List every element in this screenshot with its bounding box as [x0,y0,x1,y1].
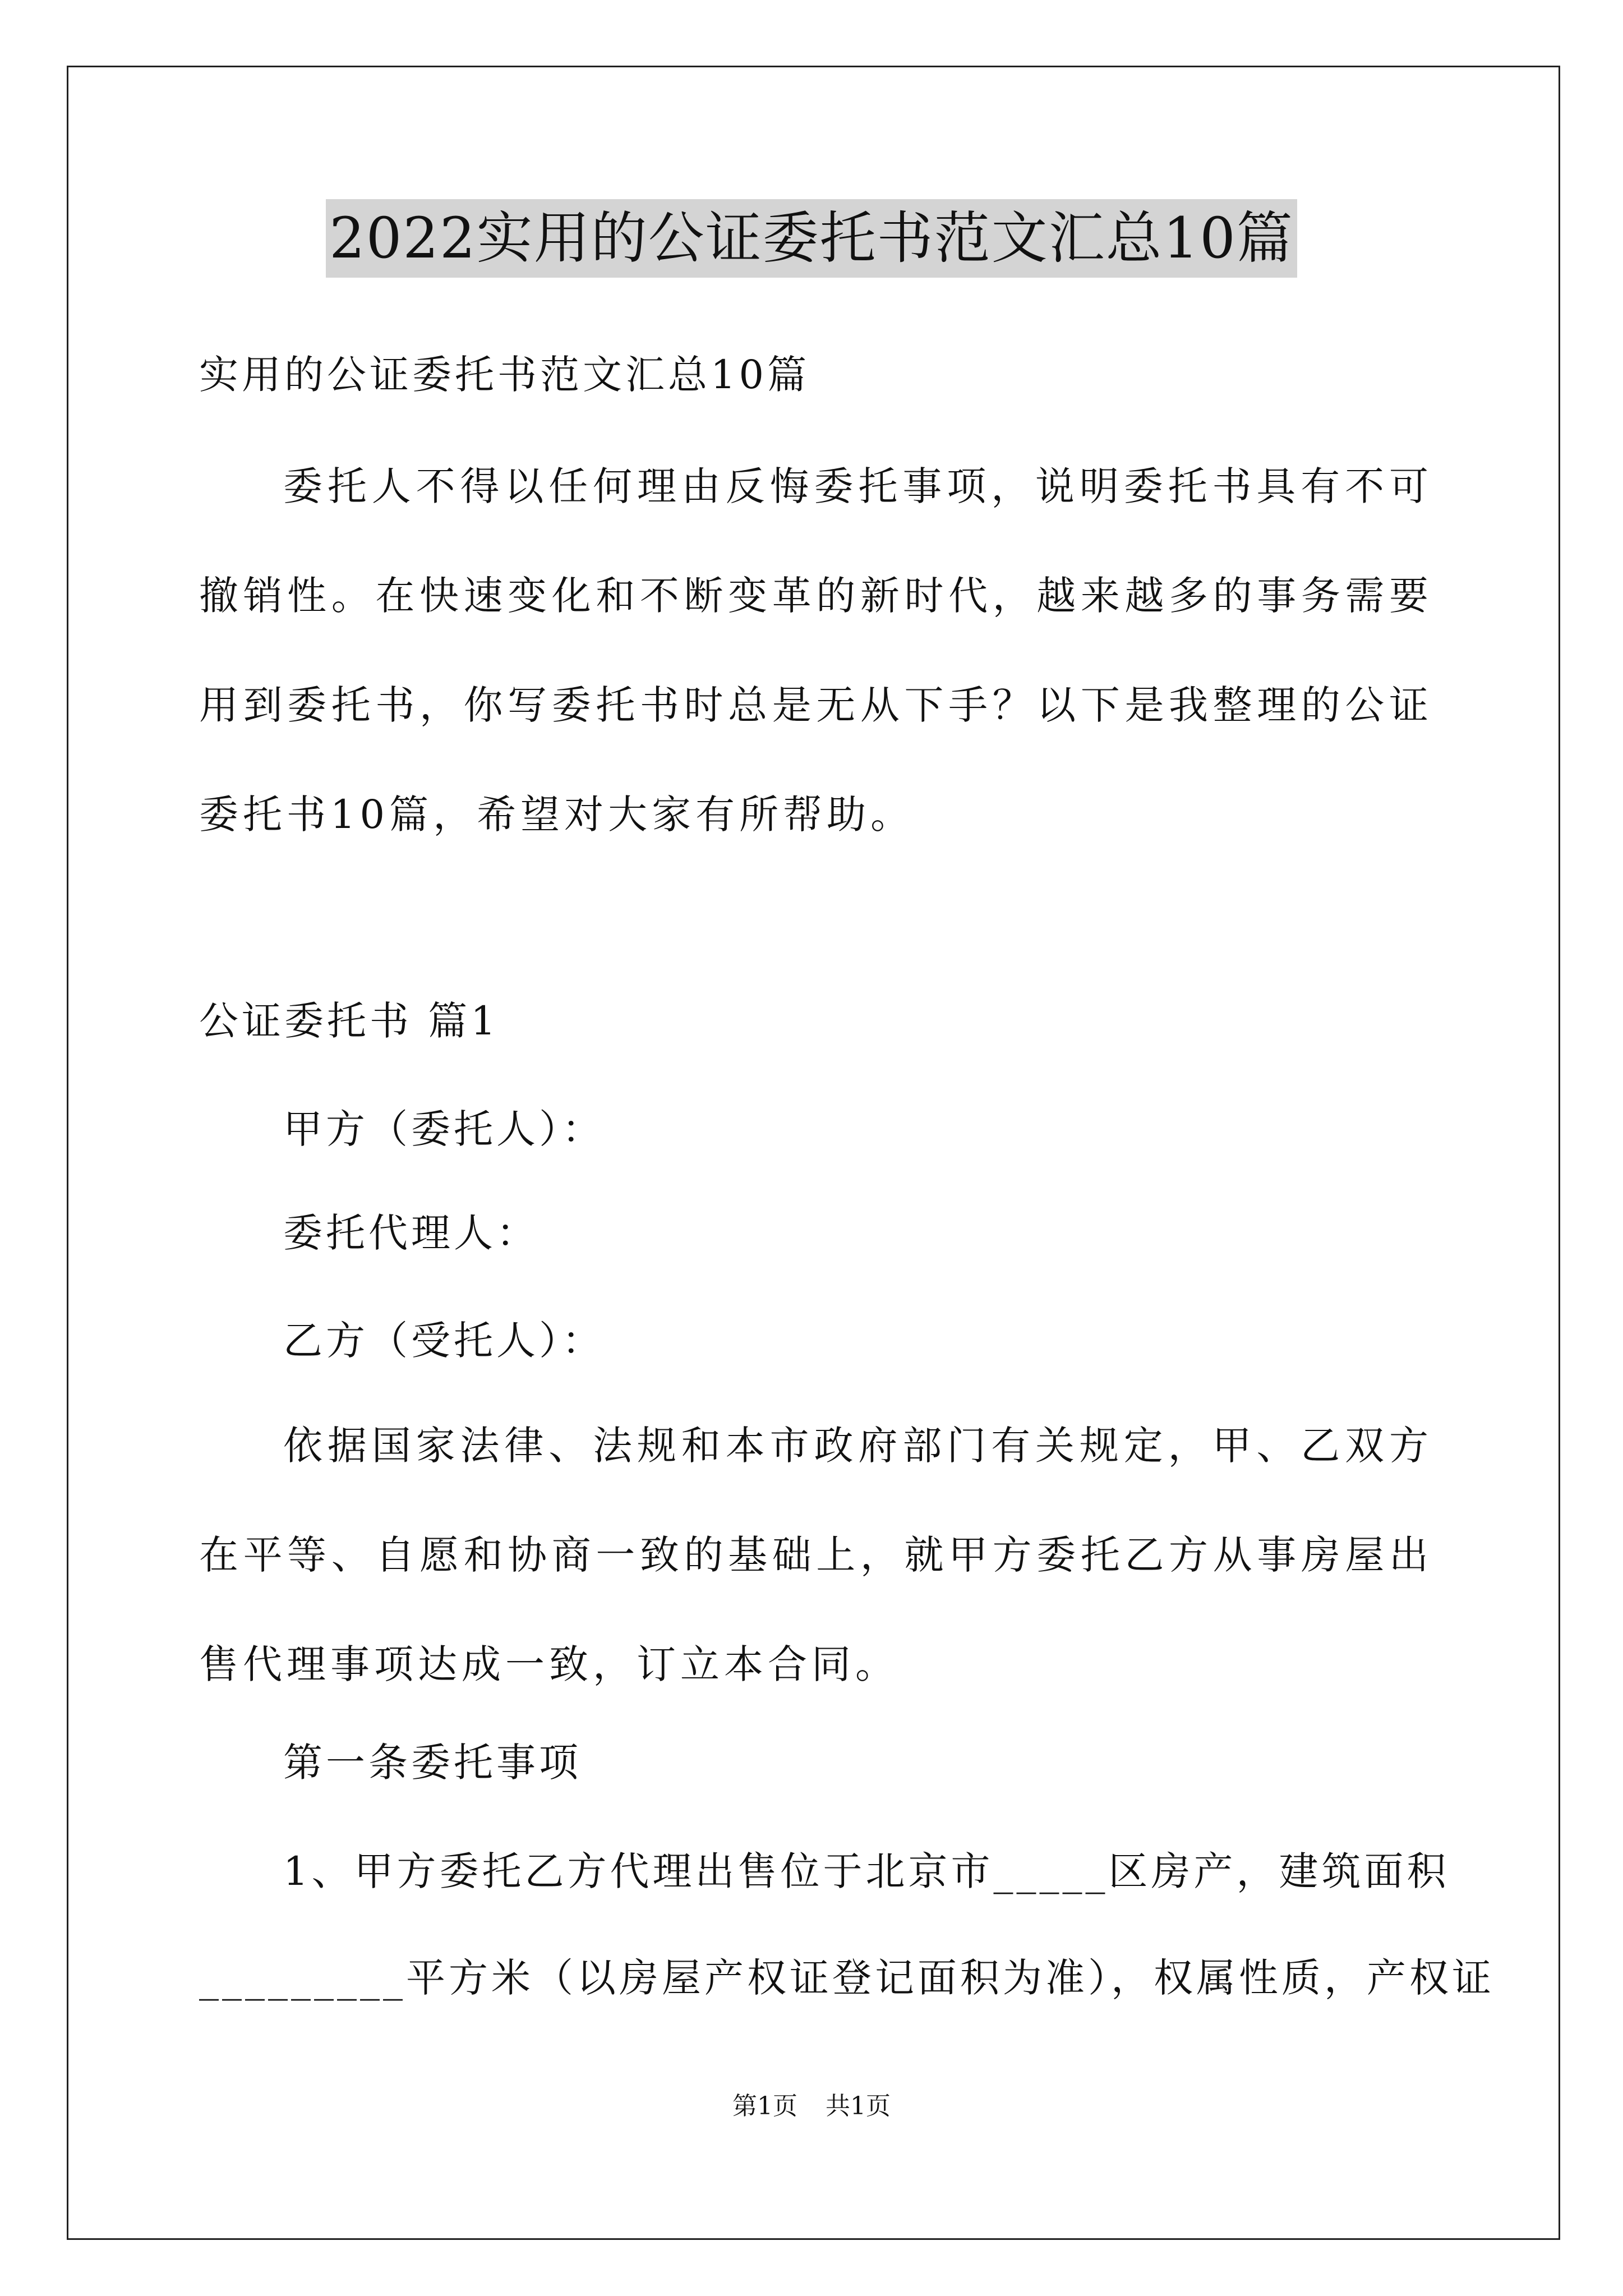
clause-1-line-1: 1、甲方委托乙方代理出售位于北京市_____区房产，建筑面积 [283,1848,1450,1894]
section-heading: 公证委托书 篇1 [199,998,499,1044]
document-title: 2022实用的公证委托书范文汇总10篇 [326,199,1297,278]
party-b-line: 乙方（受托人）： [283,1318,605,1364]
article-one-heading: 第一条委托事项 [283,1740,582,1786]
document-subtitle: 实用的公证委托书范文汇总10篇 [199,352,810,398]
agent-line: 委托代理人： [283,1210,539,1256]
page-footer [0,2090,1623,2123]
basis-paragraph: 依据国家法律、法规和本市政府部门有关规定，甲、乙双方在平等、自愿和协商一致的基础上，就甲方委托乙方从事房屋出售代理事项达成一致，订立本合同。 [199,1423,1433,1687]
page-number-total: 共1页 [826,2092,891,2120]
title-container [0,199,1623,278]
page-number-current: 第1页 [732,2092,797,2120]
intro-paragraph: 委托人不得以任何理由反悔委托事项，说明委托书具有不可撤销性。在快速变化和不断变革的新时代，越来越多的事务需要用到委托书，你写委托书时总是无从下手？以下是我整理的公证委托书10篇，希望对大家有所帮助。 [199,463,1433,838]
party-a-line: 甲方（委托人）： [283,1106,605,1152]
clause-1-line-2: _________平方米（以房屋产权证登记面积为准），权属性质，产权证 [199,1955,1495,2001]
